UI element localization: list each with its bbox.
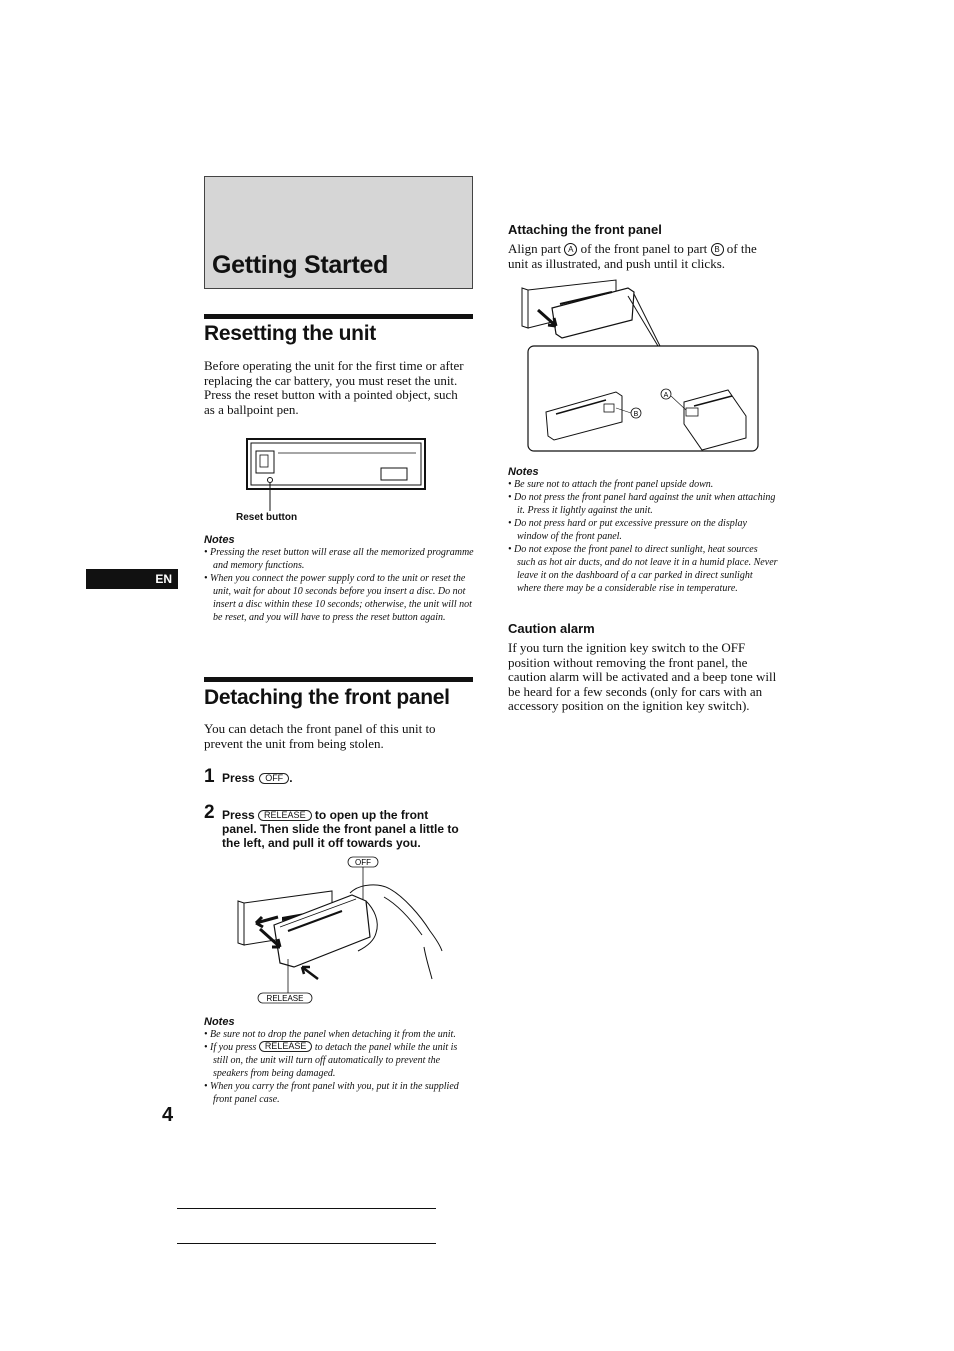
svg-text:B: B bbox=[633, 411, 639, 418]
detaching-intro: You can detach the front panel of this unit to prevent the unit from being stolen. bbox=[204, 721, 436, 751]
note-item: • Do not expose the front panel to direct sunlight, heat sources such as hot air ducts, and do not leave it in a humid place. Never leave it on the dashboard of a car parked in direct sunlight where there may be a considerable rise in temperature. bbox=[508, 544, 778, 594]
section-rule bbox=[204, 677, 473, 682]
detaching-title: Detaching the front panel bbox=[204, 686, 450, 709]
detaching-figure bbox=[234, 855, 446, 1005]
attaching-figure bbox=[516, 276, 764, 456]
step-2: 2 Press RELEASE to open up the front panel. Then slide the front panel a little to the left, and pull it off towards you. bbox=[204, 802, 459, 850]
step-1: 1 Press OFF . bbox=[204, 766, 293, 787]
attaching-notes bbox=[508, 466, 778, 595]
notes-heading: Notes bbox=[204, 534, 235, 546]
attaching-title: Attaching the front panel bbox=[508, 222, 662, 237]
chapter-header bbox=[204, 176, 473, 289]
part-b-marker: B bbox=[711, 243, 724, 256]
release-key: RELEASE bbox=[259, 1041, 313, 1052]
note-item: • When you carry the front panel with you, put it in the supplied front panel case. bbox=[204, 1081, 459, 1105]
release-key: RELEASE bbox=[258, 810, 312, 821]
part-a-marker: A bbox=[564, 243, 577, 256]
note-item: • When you connect the power supply cord to the unit or reset the unit, wait for about 10 seconds before you insert a disc. Do not insert a disc within these 10 seconds; otherwise, the unit will not be reset, and you will have to press the reset button again. bbox=[204, 573, 472, 623]
language-tab: EN bbox=[86, 569, 178, 589]
footer-rule bbox=[177, 1208, 436, 1209]
reset-button-figure bbox=[246, 437, 428, 513]
footer-rule bbox=[177, 1243, 436, 1244]
note-item: • If you press RELEASE to detach the panel while the unit is still on, the unit will turn off automatically to prevent the speakers from being damaged. bbox=[204, 1041, 458, 1079]
section-rule bbox=[204, 314, 473, 319]
resetting-title: Resetting the unit bbox=[204, 322, 376, 345]
note-item: • Pressing the reset button will erase all the memorized programme and memory functions. bbox=[204, 547, 474, 571]
off-key: OFF bbox=[259, 773, 289, 784]
reset-button-label: Reset button bbox=[236, 512, 298, 523]
resetting-notes bbox=[204, 534, 474, 624]
note-item: • Do not press hard or put excessive pressure on the display window of the front panel. bbox=[508, 518, 747, 542]
page-number: 4 bbox=[162, 1104, 174, 1126]
note-item: • Be sure not to drop the panel when detaching it from the unit. bbox=[204, 1029, 456, 1040]
step-number: 1 bbox=[204, 766, 215, 787]
chapter-title: Getting Started bbox=[212, 251, 389, 279]
note-item: • Be sure not to attach the front panel upside down. bbox=[508, 479, 714, 490]
step-number: 2 bbox=[204, 802, 215, 823]
caution-body: If you turn the ignition key switch to the OFF position without removing the front panel, the caution alarm will be activated and a beep tone will be heard for a few seconds (only for cars with an accessory position on the ignition key switch). bbox=[508, 640, 777, 714]
off-figure-label: OFF bbox=[355, 858, 371, 867]
resetting-para2: Press the reset button with a pointed object, such as a ballpoint pen. bbox=[204, 387, 458, 417]
release-figure-label: RELEASE bbox=[266, 994, 304, 1003]
notes-heading: Notes bbox=[204, 1016, 235, 1028]
notes-heading: Notes bbox=[508, 466, 539, 478]
resetting-para1: Before operating the unit for the first time or after replacing the car battery, you must reset the unit. bbox=[204, 358, 464, 388]
detaching-notes bbox=[204, 1016, 474, 1106]
attaching-body: Align part A of the front panel to part B of the unit as illustrated, and push until it clicks. bbox=[508, 241, 757, 271]
svg-text:A: A bbox=[663, 392, 669, 399]
caution-title: Caution alarm bbox=[508, 621, 595, 636]
resetting-body bbox=[204, 359, 470, 417]
note-item: • Do not press the front panel hard against the unit when attaching it. Press it lightly against the unit. bbox=[508, 492, 776, 516]
